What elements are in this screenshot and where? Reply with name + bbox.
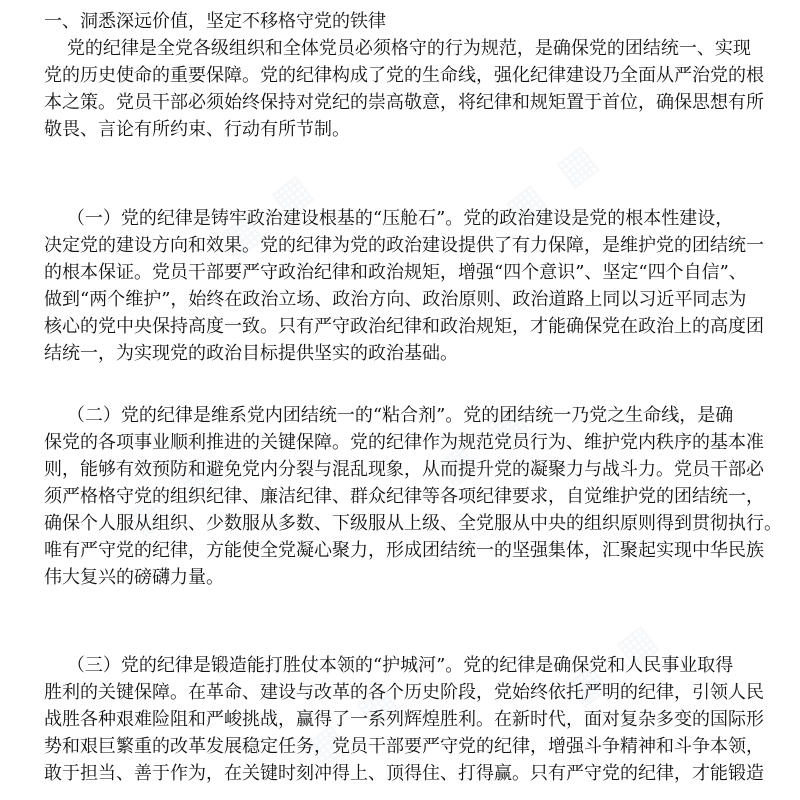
paragraph-line: 党的纪律是全党各级组织和全体党员必须格守的行为规范，是确保党的团结统一、实现 bbox=[44, 38, 751, 59]
section-heading: 一、洞悉深远价值，坚定不移格守党的铁律 bbox=[44, 11, 386, 32]
watermark: ▦ ▦ bbox=[427, 391, 541, 495]
paragraph-line: （二）党的纪律是维系党内团结统一的“粘合剂”。党的团结统一乃党之生命线，是确 bbox=[44, 405, 734, 426]
watermark: ▦ ▦ bbox=[557, 611, 671, 715]
paragraph-line: 则，能够有效预防和避免党内分裂与混乱现象，从而提升党的凝聚力与战斗力。党员干部必 bbox=[44, 459, 764, 480]
paragraph-line: 的根本保证。党员干部要严守政治纪律和政治规矩，增强“四个意识”、坚定“四个自信”、 bbox=[44, 262, 747, 283]
paragraph-section-two bbox=[44, 402, 782, 591]
watermark: ▦ ▦ bbox=[297, 671, 411, 775]
paragraph-line: 确保个人服从组织、少数服从多数、下级服从上级、全党服从中央的组织原则得到贯彻执行。 bbox=[44, 513, 782, 534]
paragraph-line: 胜利的关键保障。在革命、建设与改革的各个历史阶段，党始终依托严明的纪律，引领人民 bbox=[44, 682, 764, 703]
paragraph-line: 党的历史使命的重要保障。党的纪律构成了党的生命线，强化纪律建设乃全面从严治党的根 bbox=[44, 65, 764, 86]
paragraph-line: 伟大复兴的磅礴力量。 bbox=[44, 567, 224, 588]
paragraph-line: 核心的党中央保持高度一致。只有严守政治纪律和政治规矩，才能确保党在政治上的高度团 bbox=[44, 316, 764, 337]
watermark: ▦ ▦ bbox=[212, 161, 326, 265]
paragraph-line: 结统一，为实现党的政治目标提供坚实的政治基础。 bbox=[44, 343, 458, 364]
paragraph-line: 势和艰巨繁重的改革发展稳定任务，党员干部要严守党的纪律，增强斗争精神和斗争本领， bbox=[44, 736, 764, 757]
paragraph-line: 本之策。党员干部必须始终保持对党纪的崇高敬意，将纪律和规矩置于首位，确保思想有所 bbox=[44, 92, 764, 113]
paragraph-line: 敢于担当、善于作为，在关键时刻冲得上、顶得住、打得赢。只有严守党的纪律，才能锻造 bbox=[44, 763, 764, 784]
watermark: ▦ ▦ bbox=[117, 441, 231, 545]
paragraph-line: 保党的各项事业顺利推进的关键保障。党的纪律作为规范党员行为、维护党内秩序的基本准 bbox=[44, 432, 764, 453]
paragraph-line: 决定党的建设方向和效果。党的纪律为党的政治建设提供了有力保障，是维护党的团结统一 bbox=[44, 235, 764, 256]
paragraph-line: 做到“两个维护”，始终在政治立场、政治方向、政治原则、政治道路上同以习近平同志为 bbox=[44, 289, 747, 310]
paragraph-section-three bbox=[44, 652, 772, 787]
paragraph-section-one bbox=[44, 205, 772, 367]
paragraph-line: 唯有严守党的纪律，方能使全党凝心聚力，形成团结统一的坚强集体，汇聚起实现中华民族 bbox=[44, 540, 764, 561]
paragraph-intro bbox=[44, 35, 772, 143]
paragraph-line: 战胜各种艰难险阻和严峻挑战，赢得了一系列辉煌胜利。在新时代，面对复杂多变的国际形 bbox=[44, 709, 764, 730]
paragraph-line: 敬畏、言论有所约束、行动有所节制。 bbox=[44, 119, 350, 140]
paragraph-line: （一）党的纪律是铸牢政治建设根基的“压舱石”。党的政治建设是党的根本性建设， bbox=[44, 208, 734, 229]
paragraph-line: （三）党的纪律是锻造能打胜仗本领的“护城河”。党的纪律是确保党和人民事业取得 bbox=[44, 655, 734, 676]
paragraph-line: 须严格格守党的组织纪律、廉洁纪律、群众纪律等各项纪律要求，自觉维护党的团结统一， bbox=[44, 486, 764, 507]
watermark: ▦ ▦ bbox=[497, 131, 611, 235]
